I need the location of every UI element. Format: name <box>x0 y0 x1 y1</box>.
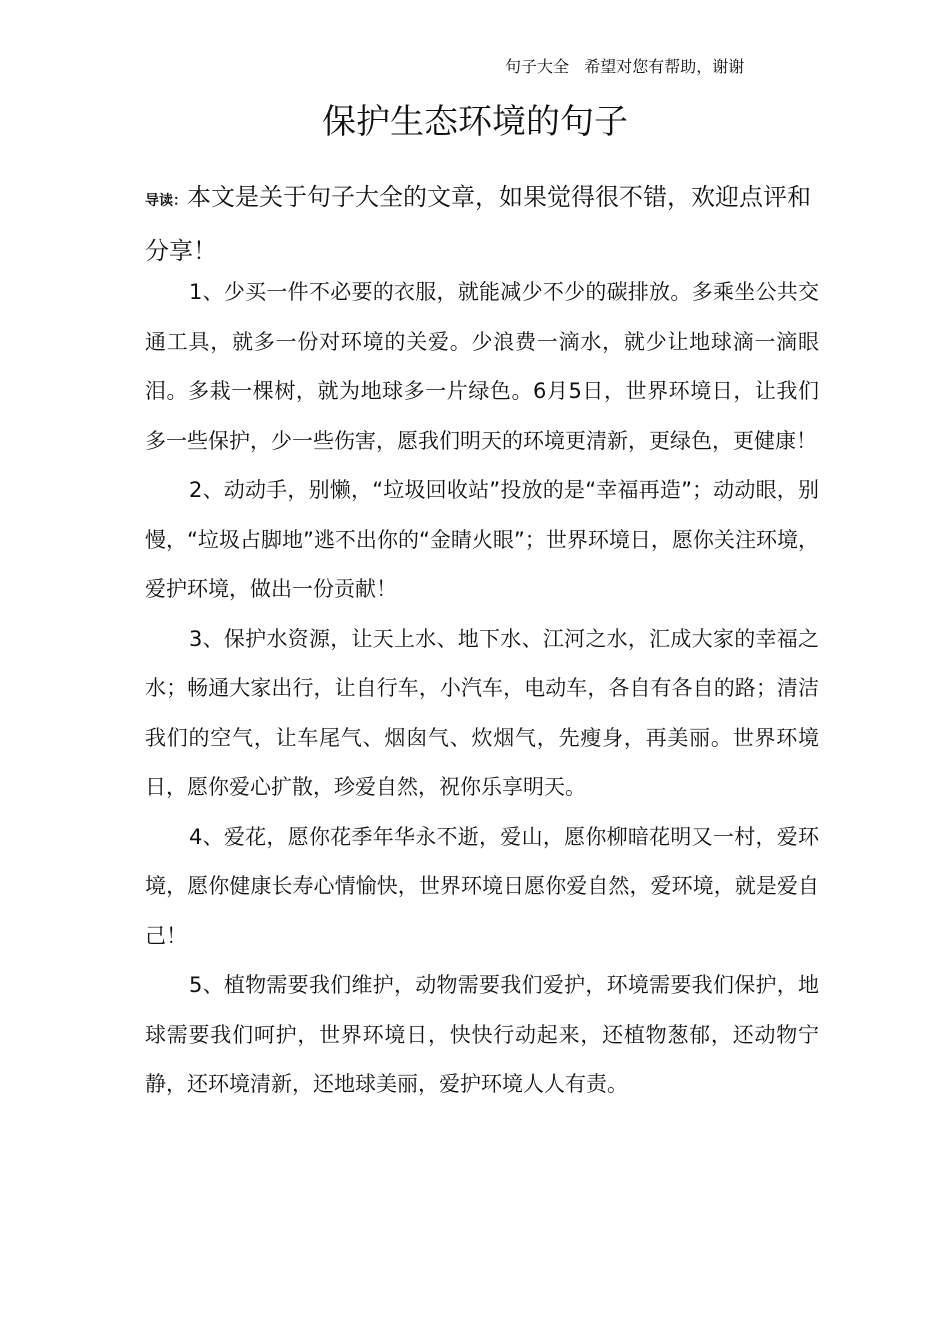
body-text <box>145 268 819 1110</box>
paragraph: 2、动动手，别懒，“垃圾回收站”投放的是“幸福再造”；动动眼，别慢，“垃圾占脚地”逃不出你的“金睛火眼”；世界环境日，愿你关注环境，爱护环境，做出一份贡献！ <box>145 478 819 601</box>
paragraph: 5、植物需要我们维护，动物需要我们爱护，环境需要我们保护，地球需要我们呵护，世界环境日，快快行动起来，还植物葱郁，还动物宁静，还环境清新，还地球美丽，爱护环境人人有责。 <box>145 973 819 1096</box>
paragraph: 4、爱花，愿你花季年华永不逝，爱山，愿你柳暗花明又一村，爱环境，愿你健康长寿心情愉快，世界环境日愿你爱自然，爱环境，就是爱自己！ <box>145 824 819 948</box>
paragraph: 3、保护水资源，让天上水、地下水、江河之水，汇成大家的幸福之水；畅通大家出行，让自行车，小汽车，电动车，各自有各自的路；清洁我们的空气，让车尾气、烟囱气、炊烟气，先瘦身，再美丽。世界环境日，愿你爱心扩散，珍爱自然，祝你乐享明天。 <box>145 626 819 799</box>
intro-text: 本文是关于句子大全的文章，如果觉得很不错，欢迎点评和分享！ <box>145 183 811 265</box>
paragraph: 1、少买一件不必要的衣服，就能减少不少的碳排放。多乘坐公共交通工具，就多一份对环境的关爱。少浪费一滴水，就少让地球滴一滴眼泪。多栽一棵树，就为地球多一片绿色。6月5日，世界环境日，让我们多一些保护，少一些伤害，愿我们明天的环境更清新，更绿色，更健康！ <box>145 280 819 453</box>
header-note: 句子大全 希望对您有帮助，谢谢 <box>505 57 745 76</box>
intro-label: 导读： <box>145 193 187 209</box>
page-title: 保护生态环境的句子 <box>322 102 628 142</box>
intro <box>145 172 817 276</box>
